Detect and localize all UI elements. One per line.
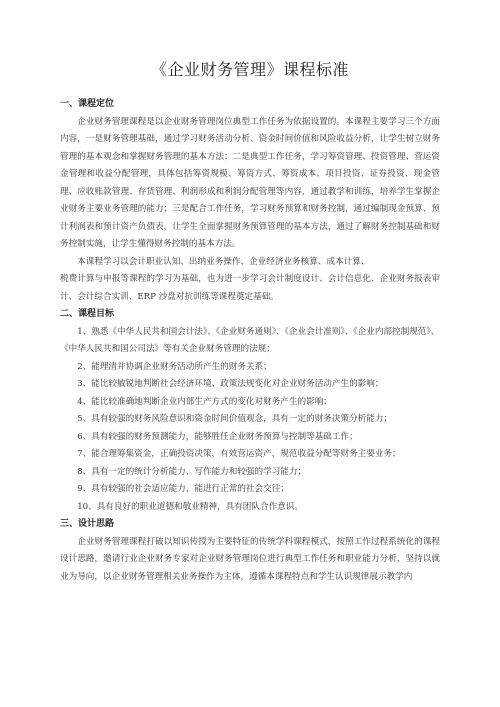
list-item: 6、具有较强的财务预测能力，能够胜任企业财务预算与控制等基础工作； [77, 431, 358, 442]
paragraph: 税费计算与申报等课程的学习为基础，也为进一步学习会计制度设计、会计信息化、企业财务报表审计、会计综合实训、ERP 沙盘对抗训练等课程奠定基础。 [60, 274, 440, 302]
paragraph: 本课程学习以会计职业认知、出纳业务操作、企业经济业务核算、成本计算、 [77, 256, 370, 267]
list-item: 5、具有较强的财务风险意识和资金时间价值观念，具有一定的财务决策分析能力； [77, 414, 393, 424]
list-item: 9、具有较强的社会适应能力，能进行正常的社会交往； [77, 484, 289, 494]
list-item: 10、具有良好的职业道德和敬业精神，具有团队合作意识。 [77, 501, 303, 512]
list-item: 2、能理清并协调企业财务活动所产生的财务关系； [77, 361, 272, 372]
section-heading: 一、课程定位 [60, 99, 115, 109]
section-course-objectives [60, 306, 440, 516]
list-item: 3、能比较敏锐地判断社会经济环境、政策法规变化对企业财务活动产生的影响； [77, 379, 384, 389]
list-item: 7、能合理筹集资金，正确投资决策，有效营运资产，规范收益分配等财务主要业务； [77, 449, 401, 459]
section-course-positioning [60, 96, 440, 306]
section-design-approach [60, 516, 440, 586]
section-heading: 二、课程目标 [60, 309, 115, 319]
list-item: 8、具有一定的统计分析能力、写作能力和较强的学习能力； [77, 466, 307, 477]
document-title: 《企业财务管理》课程标准 [150, 60, 349, 79]
paragraph: 企业财务管理课程是以企业财务管理岗位典型工作任务为依据设置的。本课程主要学习三个方面内容，一是财务管理基础，通过学习财务活动分析、资金时间价值和风险收益分析，让学生树立财务管理的基本观念和掌握财务管理的基本方法；二是典型工作任务，学习筹资管理、投资管理、营运资金管理和收益分配管理，具体包括筹资规模、筹资方式、筹资成本、项目投资、证券投资、现金管理、应收账款管理、存货管理、利润形成和利润分配管理等内容，通过教学和训练，培养学生掌握企业财务主要业务管理的能力；三是配合工作任务，学习财务预算和财务控制，通过编制现金预算、预计利润表和预计资产负债表，让学生全面掌握财务预算管理的基本方法，通过了解财务控制基础和财务控制实施，让学生懂得财务控制的基本方法。 [60, 116, 440, 249]
list-item: 4、能比较准确地判断企业内部生产方式的变化对财务产生的影响； [77, 396, 332, 407]
list-item: 1、熟悉《中华人民共和国会计法》、《企业财务通则》、《企业会计准则》、《企业内部控制规范》、《中华人民共和国公司法》等有关企业财务管理的法规； [60, 326, 440, 354]
section-heading: 三、设计思路 [60, 519, 115, 529]
paragraph: 企业财务管理课程打破以知识传授为主要特征的传统学科课程模式，按照工作过程系统化的课程设计思路，邀请行业企业财务专家对企业财务管理岗位进行典型工作任务和职业能力分析，坚持以就业为导向，以企业财务管理相关业务操作为主体，遵循本课程特点和学生认识规律展示教学内 [60, 536, 440, 582]
